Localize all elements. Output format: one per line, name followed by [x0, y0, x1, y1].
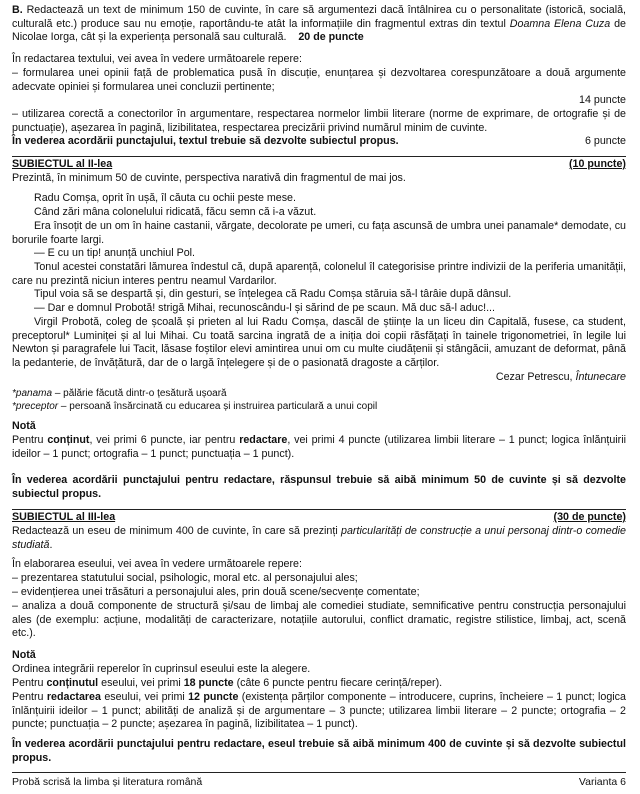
- footnote-preceptor-text: – persoană însărcinată cu educarea și instruirea particulară a unui copil: [60, 401, 378, 412]
- s3-nota-2-d: 18 puncte: [183, 677, 234, 689]
- s2-nota-redactare: redactare: [239, 434, 288, 446]
- divider: [12, 156, 626, 157]
- s3-nota-2-c: eseului, vei primi: [101, 677, 181, 689]
- task-b-req1-text: – formularea unei opinii față de problematica pusă în discuție, enunțarea și dezvoltarea corespunzătoare a două argumente adecvate opiniei și formularea unei concluzii pertinente;: [12, 67, 626, 93]
- s3-nota-3-b: redactarea: [46, 691, 101, 703]
- footer-left: Probă scrisă la limba și literatura română: [12, 776, 203, 788]
- s3-nota-2-e: (câte 6 puncte pentru fiecare cerință/reper).: [236, 677, 443, 689]
- task-b-req1-points: 14 puncte: [579, 94, 626, 107]
- s3-req2: – evidențierea unei trăsături a personajului ales, prin două scene/secvențe comentate;: [12, 586, 420, 598]
- s2-points: (10 puncte): [568, 158, 626, 170]
- s2-work: Întunecare: [575, 371, 626, 383]
- s2-text-p7: — Dar e domnul Probotă! strigă Mihai, recunoscându-l și sărind de pe scaun. Mă duc să-l aduc!...: [34, 302, 495, 314]
- footer-divider: [12, 772, 626, 773]
- s3-task-c: .: [49, 538, 53, 551]
- footnote-panama: [12, 388, 626, 401]
- s2-note: În vederea acordării punctajului pentru redactare, răspunsul trebuie să aibă minimum 50 de cuvinte și să dezvolte subiectul propus.: [12, 474, 626, 500]
- s2-nota-content: conținut: [47, 434, 90, 446]
- footnote-panama-term: *panama: [12, 388, 53, 399]
- s3-req1: – prezentarea statutului social, psihologic, moral etc. al personajului ales;: [12, 572, 358, 584]
- s3-nota-2: [12, 677, 626, 691]
- s2-text-p3: Era însoțit de un om în haine castanii, vărgate, decolorate pe umeri, cu fața ascunsă de umbra unei panamale* demodate, cu borurile foarte largi.: [12, 220, 626, 246]
- task-b-intro: În redactarea textului, vei avea în vedere următoarele repere:: [12, 53, 302, 65]
- s2-text-p8: Virgil Probotă, coleg de școală și prieten al lui Radu Comșa, dascăl de științe la un liceu din Capitală, fusese, ca student, preceptorul* Luminiței și al lui Mihai. Cu toată sarcina ingrată de a iniția doi copii răsfățați în tainele trigonometriei, în legile lui Newton și paragrafele lui Tacit, lăsase foștilor elevi amintirea unui om cu multe ciudățenii și stângăcii, amuzant de deformat, până la pedanterie, de învățătură, dar de o largă înțelegere și de o pasionată dragoste a cărților.: [12, 316, 626, 370]
- s3-nota-3-c: eseului, vei primi: [104, 691, 185, 703]
- footnote-preceptor: [12, 401, 626, 414]
- s2-nota: [12, 434, 626, 461]
- s2-nota-e: , vei primi 4 puncte (utilizarea limbii literare – 1 punct; logica înlănțuirii ideilor – 1 punct; ortografia – 1 punct; punctuația – 1 punct).: [12, 434, 626, 460]
- s2-task: Prezintă, în minimum 50 de cuvinte, perspectiva narativă din fragmentul de mai jos.: [12, 172, 406, 184]
- footnote-preceptor-term: *preceptor: [12, 401, 59, 412]
- task-b-text: Redactează un text de minimum 150 de cuvinte, în care să argumentezi dacă întâlnirea cu o personalitate (istorică, socială, culturală etc.) produce sau nu emoție, raportându-te atât la informațiile din fragmentul extras din textul: [12, 4, 626, 30]
- s3-req3: – analiza a două componente de structură și/sau de limbaj ale comediei studiate, semnificative pentru construcția personajului ales (de exemplu: acțiune, modalități de caracterizare, notațiile autorului, conflict dramatic, registre stilistice, limbaj, act, scenă etc.).: [12, 600, 626, 640]
- s3-heading: [12, 511, 626, 525]
- s3-intro: În elaborarea eseului, vei avea în vedere următoarele repere:: [12, 558, 302, 570]
- s3-nota-3-e: (existența părților componente – introducere, cuprins, încheiere – 1 punct; logica înlănțuirii ideilor – 1 punct; abilități de analiză și de argumentare – 3 puncte; utilizarea limbii literare – 2 puncte; ortografia – 2 puncte; punctuația – 2 puncte; așezarea în pagină, lizibilitatea – 1 punct).: [12, 691, 626, 731]
- s2-text-p4: — E cu un tip! anunță unchiul Pol.: [34, 247, 196, 259]
- task-b-work: Doamna Elena Cuza: [509, 17, 611, 30]
- s2-nota-c: , vei primi 6 puncte, iar pentru: [89, 434, 236, 446]
- footnote-panama-text: – pălărie făcută dintr-o țesătură ușoară: [54, 388, 227, 399]
- s3-title: SUBIECTUL al III-lea: [12, 511, 116, 523]
- task-b-label: B.: [12, 4, 23, 16]
- s2-text-p5: Tonul acestei constatări lămurea îndestul că, după aparență, colonelul îl categorisise printre indivizii de la periferia umanității, care nu prezintă niciun interes pentru neamul Vardarilor.: [12, 261, 626, 287]
- s2-title: SUBIECTUL al II-lea: [12, 158, 113, 170]
- task-b-tail: de Nicolae Iorga, cât și la experiența personală sau culturală.: [12, 17, 626, 44]
- task-b-note: În vederea acordării punctajului, textul trebuie să dezvolte subiectul propus.: [12, 135, 399, 147]
- s2-text-p2: Când zări mâna colonelului ridicată, făcu semn că i-a văzut.: [34, 206, 317, 218]
- s3-nota-1: Ordinea integrării reperelor în cuprinsul eseului este la alegere.: [12, 663, 311, 675]
- s3-task-a: Redactează un eseu de minimum 400 de cuvinte, în care să prezinți: [12, 525, 338, 537]
- s3-nota-3: [12, 691, 626, 732]
- divider: [12, 509, 626, 510]
- page-footer: [12, 776, 626, 790]
- task-b-points: 20 de puncte: [298, 31, 364, 44]
- s2-source: [12, 371, 626, 385]
- s3-nota-2-b: conținutul: [46, 677, 99, 689]
- s3-note: În vederea acordării punctajului pentru redactare, eseul trebuie să aibă minimum 400 de cuvinte și să dezvolte subiectul propus.: [12, 738, 626, 764]
- task-b-req2-points: 6 puncte: [584, 135, 626, 148]
- s2-text-p1: Radu Comșa, oprit în ușă, îl căuta cu ochii peste mese.: [34, 192, 296, 204]
- s2-nota-a: Pentru: [12, 434, 44, 446]
- footer-right: Varianta 6: [578, 776, 626, 788]
- s3-nota-title: Notă: [12, 649, 36, 661]
- s3-points: (30 de puncte): [553, 511, 626, 523]
- s2-text-p6: Tipul voia să se despartă și, din gesturi, se înțelegea că Radu Comșa stăruia să-l târâie după dânsul.: [34, 288, 512, 300]
- s2-nota-title: Notă: [12, 420, 36, 432]
- s2-heading: [12, 158, 626, 172]
- task-b-req2-text: – utilizarea corectă a conectorilor în argumentare, respectarea normelor limbii literare (norme de exprimare, de ortografie și de punctuație), așezarea în pagină, lizibilitatea, respectarea precizării privind numărul minim de cuvinte.: [12, 108, 626, 134]
- s3-task: [12, 525, 626, 552]
- s3-task-b: particularități de construcție a unui personaj dintr-o comedie studiată: [12, 525, 626, 551]
- task-b: [12, 4, 626, 45]
- s3-nota-3-a: Pentru: [12, 691, 44, 703]
- s2-author: Cezar Petrescu,: [495, 371, 573, 383]
- s3-nota-2-a: Pentru: [12, 677, 44, 689]
- task-b-req1: [12, 67, 626, 108]
- s3-nota-3-d: 12 puncte: [188, 691, 239, 703]
